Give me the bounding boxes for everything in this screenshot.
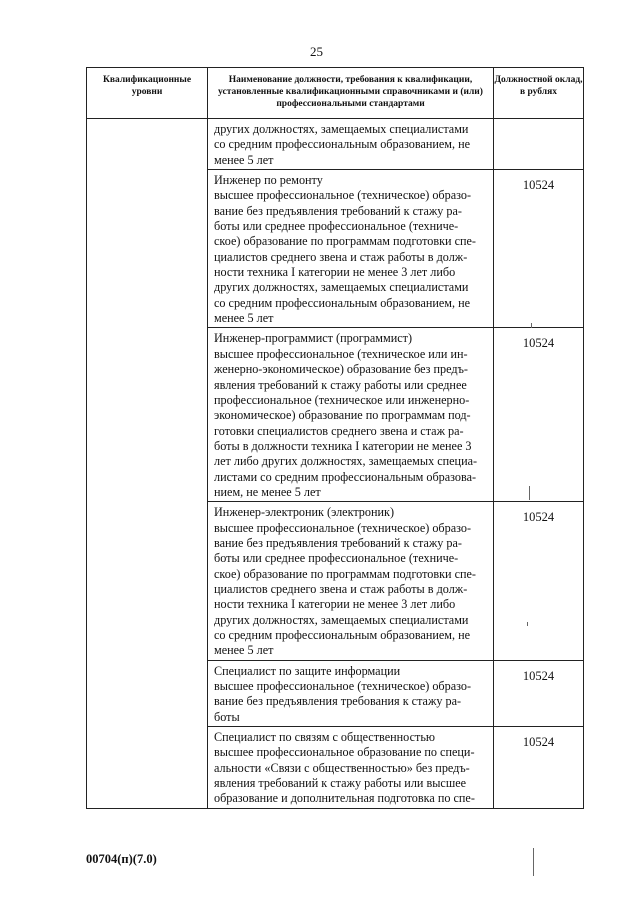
description-line: высшее профессиональное образование по специ- bbox=[214, 745, 475, 760]
header-level: Квалификационные уровни bbox=[87, 68, 208, 119]
description-line: вание без предъявления требований к стажу ра- bbox=[214, 203, 462, 218]
position-description bbox=[208, 119, 494, 170]
description-line: явления требований к стажу работы или высшее bbox=[214, 776, 467, 791]
description-line: со средним профессиональным образованием, не bbox=[214, 295, 471, 310]
description-line: циалистов среднего звена и стаж работы в долж- bbox=[214, 249, 468, 264]
description-line: Инженер-электроник (электроник) bbox=[214, 505, 395, 520]
description-line: других должностях, замещаемых специалистами bbox=[214, 122, 469, 136]
position-description bbox=[208, 727, 494, 809]
description-line: боты в должности техника I категории не менее 3 bbox=[214, 438, 472, 453]
description-line: боты или среднее профессиональное (техниче- bbox=[214, 219, 459, 234]
table-header-row bbox=[87, 68, 584, 119]
description-line: нием, не менее 5 лет bbox=[214, 484, 321, 499]
description-line: высшее профессиональное (техническое) образо- bbox=[214, 679, 472, 694]
description-line: вание без предъявления требований к стажу ра- bbox=[214, 535, 462, 550]
description-line: со средним профессиональным образованием, не bbox=[214, 628, 471, 642]
description-line: ности техника I категории не менее 3 лет либо bbox=[214, 265, 456, 280]
description-line: менее 5 лет bbox=[214, 643, 274, 658]
description-line: высшее профессиональное (техническое) образо- bbox=[214, 188, 472, 203]
description-line: Специалист по связям с общественностью bbox=[214, 730, 435, 745]
description-line: альности «Связи с общественностью» без предъ- bbox=[214, 760, 470, 775]
position-description bbox=[208, 660, 494, 726]
salary-cell: 10524 bbox=[494, 727, 584, 809]
description-line: Инженер-программист (программист) bbox=[214, 331, 413, 346]
salary-cell: 10524 bbox=[494, 328, 584, 502]
description-line: вание без предъявления требования к стажу ра- bbox=[214, 694, 462, 709]
header-description: Наименование должности, требования к квалификации, установленные квалификационными справочниками и (или) профессиональными стандартами bbox=[208, 68, 494, 119]
description-line: экономическое) образование по программам под- bbox=[214, 408, 471, 423]
qualification-level-cell bbox=[87, 119, 208, 809]
description-line: боты bbox=[214, 709, 240, 724]
description-line: других должностях, замещаемых специалистами bbox=[214, 280, 469, 295]
description-line: менее 5 лет bbox=[214, 152, 274, 167]
table-body bbox=[87, 119, 584, 809]
salary-cell: 10524 bbox=[494, 502, 584, 660]
description-line: листами со средним профессиональным образова- bbox=[214, 469, 477, 484]
table-row bbox=[87, 119, 584, 170]
description-line: женерно-экономическое) образование без предъ- bbox=[214, 362, 468, 377]
salary-cell: 10524 bbox=[494, 170, 584, 328]
salary-table bbox=[86, 67, 584, 809]
description-line: ское) образование по программам подготовки спе- bbox=[214, 566, 476, 581]
description-line: других должностях, замещаемых специалистами bbox=[214, 612, 469, 627]
description-line: Инженер по ремонту bbox=[214, 173, 323, 188]
description-line: менее 5 лет bbox=[214, 311, 274, 326]
description-line: лет либо других должностях, замещаемых специа- bbox=[214, 454, 478, 469]
description-line: высшее профессиональное (техническое или ин- bbox=[214, 346, 468, 361]
description-line: образование и дополнительная подготовка по спе- bbox=[214, 791, 475, 806]
position-description bbox=[208, 170, 494, 328]
description-line: Специалист по защите информации bbox=[214, 663, 401, 678]
description-line: высшее профессиональное (техническое) образо- bbox=[214, 520, 472, 535]
position-description bbox=[208, 328, 494, 502]
document-code: 00704(п)(7.0) bbox=[86, 852, 157, 866]
description-line: явления требований к стажу работы или среднее bbox=[214, 377, 467, 392]
header-salary: Должностной оклад, в рублях bbox=[494, 68, 584, 119]
description-line: циалистов среднего звена и стаж работы в долж- bbox=[214, 581, 468, 596]
description-line: готовки специалистов среднего звена и стаж ра- bbox=[214, 423, 464, 438]
description-line: ское) образование по программам подготовки спе- bbox=[214, 234, 476, 249]
description-line: ности техника I категории не менее 3 лет либо bbox=[214, 597, 456, 612]
salary-cell bbox=[494, 119, 584, 170]
description-line: боты или среднее профессиональное (техниче- bbox=[214, 551, 459, 566]
description-line: со средним профессиональным образованием, не bbox=[214, 137, 471, 152]
page-number: 25 bbox=[310, 44, 323, 59]
salary-cell: 10524 bbox=[494, 660, 584, 726]
position-description bbox=[208, 502, 494, 660]
description-line: профессиональное (техническое или инженерно- bbox=[214, 392, 470, 407]
